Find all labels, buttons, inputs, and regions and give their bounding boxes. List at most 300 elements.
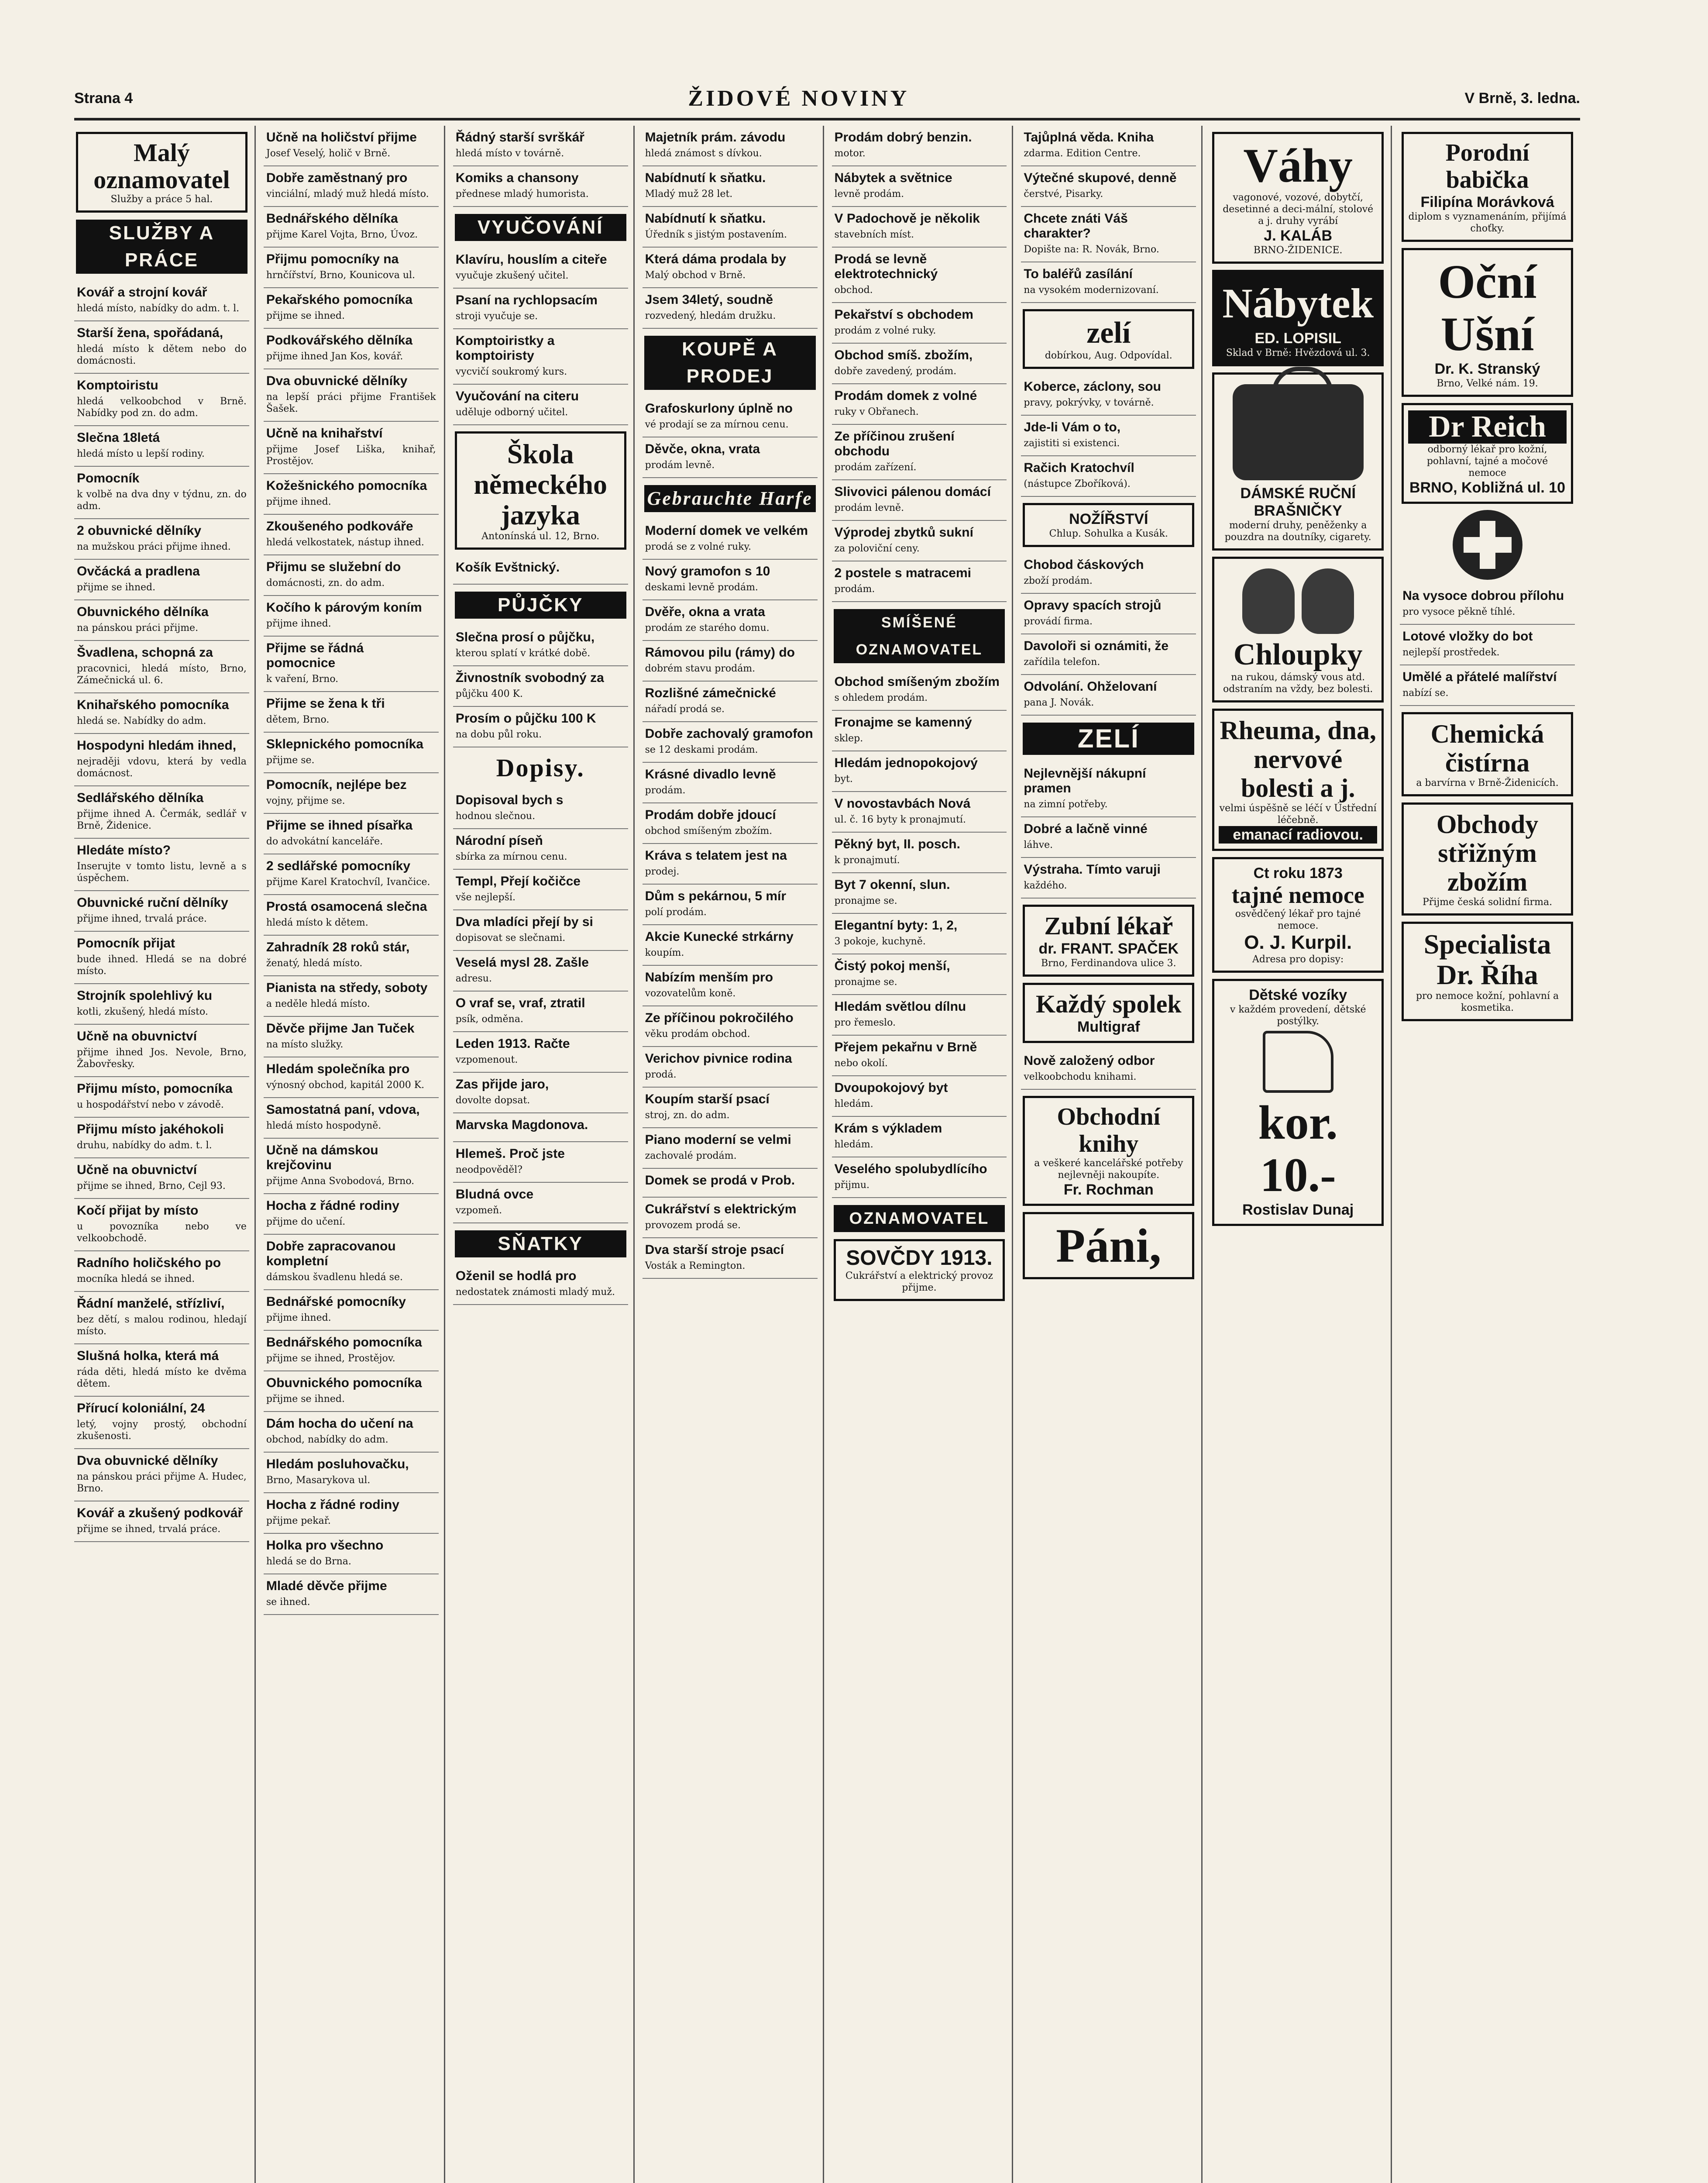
- ad-body: hrnčířství, Brno, Kounicova ul.: [266, 270, 416, 281]
- ad-body: vyučuje zkušený učitel.: [455, 270, 569, 281]
- ad-heading: Prodám domek z volné: [834, 389, 977, 403]
- ad-heading: Hledám jednopokojový: [834, 756, 978, 770]
- classified-ad: [643, 1198, 818, 1238]
- ad-body: na pánskou práci přijme A. Hudec, Brno.: [77, 1471, 247, 1494]
- classified-ad: [1021, 817, 1196, 858]
- kosik-ad: [453, 556, 628, 585]
- classified-ad: [264, 515, 439, 555]
- ad-body: obchod.: [834, 285, 873, 296]
- ad-heading: Verichov pivnice rodina: [645, 1051, 792, 1066]
- ad-body: přijme ihned.: [266, 496, 331, 507]
- classified-ad: [264, 1057, 439, 1098]
- ad-heading: Pianista na středy, soboty: [266, 981, 428, 995]
- classified-ad: [643, 1006, 818, 1047]
- col4-sale-ads-2: [643, 519, 818, 1279]
- ad-heading: Hledáte místo?: [77, 843, 171, 857]
- ad-body: na pánskou práci přijme.: [77, 623, 199, 634]
- ad-heading: Ze příčinou zrušení obchodu: [834, 429, 955, 458]
- dentist-title: Zubní lékař: [1044, 912, 1173, 940]
- ad-heading: Přejem pekařnu v Brně: [834, 1040, 977, 1054]
- ad-heading: Děvče přijme Jan Tuček: [266, 1021, 415, 1036]
- doctor-since-body: osvědčený lékař pro tajné nemoce.: [1235, 909, 1361, 931]
- classified-ad: [264, 288, 439, 329]
- ad-body: vé prodají se za mírnou cenu.: [645, 419, 789, 430]
- classified-ad: [264, 166, 439, 207]
- classified-ad: [453, 707, 628, 747]
- midwife-box: [1402, 132, 1573, 242]
- ad-body: se 12 deskami prodám.: [645, 744, 758, 755]
- classified-ad: [453, 329, 628, 385]
- ad-heading: Slečna prosí o půjčku,: [455, 630, 595, 644]
- classified-ad: [264, 1290, 439, 1331]
- ad-body: koupím.: [645, 947, 684, 958]
- pani-box: [1023, 1212, 1194, 1279]
- ad-body: u hospodářství nebo v závodě.: [77, 1099, 224, 1110]
- col5-mixed-ads: [832, 670, 1007, 1198]
- classified-ad: [643, 1169, 818, 1198]
- ad-heading: Dva mladíci přejí by si: [455, 915, 593, 929]
- classified-ad: [832, 425, 1007, 480]
- classified-ad: [643, 1047, 818, 1088]
- pani-title: Páni,: [1056, 1219, 1162, 1272]
- ad-body: obchod smíšeným zbožím.: [645, 826, 773, 837]
- classified-ad: [832, 873, 1007, 914]
- classified-ad: [643, 763, 818, 803]
- classified-ad: [264, 1098, 439, 1139]
- ad-heading: Jde-li Vám o to,: [1024, 420, 1121, 434]
- woman-portrait-icon: [1242, 568, 1295, 634]
- ad-body: stroj, zn. do adm.: [645, 1110, 730, 1121]
- classified-ad: [643, 288, 818, 329]
- zeli-body: dobírkou, Aug. Odpovídal.: [1045, 350, 1172, 361]
- ad-heading: Sklepnického pomocníka: [266, 737, 423, 751]
- ad-heading: Radního holičského po: [77, 1256, 221, 1270]
- ad-body: rozvedený, hledám družku.: [645, 310, 776, 321]
- classified-ad: [1021, 858, 1196, 899]
- ad-body: přijme se ihned, trvalá práce.: [77, 1524, 221, 1535]
- ad-body: prodej.: [645, 866, 680, 877]
- ad-heading: Tajůplná věda. Kniha: [1024, 130, 1154, 145]
- ad-body: hledá se. Nabídky do adm.: [77, 716, 206, 727]
- classified-ad: [832, 384, 1007, 425]
- ad-body: prodám.: [834, 584, 875, 595]
- ad-body: hledám.: [834, 1139, 873, 1150]
- ad-body: čerstvé, Pisarky.: [1024, 189, 1103, 200]
- col3-marriage-ads: [453, 1264, 628, 1305]
- col1-ads: [74, 281, 249, 1542]
- classified-ad: [264, 1371, 439, 1412]
- ad-body: přijme Anna Svobodová, Brno.: [266, 1176, 415, 1187]
- handbag-icon: [1233, 384, 1364, 480]
- classified-ad: [264, 422, 439, 474]
- ad-body: Úředník s jistým postavením.: [645, 229, 787, 240]
- marriage-section-title: SŇATKY: [455, 1230, 626, 1257]
- ad-heading: Dva starší stroje psací: [645, 1243, 784, 1257]
- ad-heading: Račich Kratochvíl: [1024, 461, 1134, 475]
- ad-heading: Pomocník, nejlépe bez: [266, 778, 407, 792]
- ad-heading: Kočí přijat by místo: [77, 1203, 199, 1218]
- ad-body: hledá známost s dívkou.: [645, 148, 762, 159]
- zeli-box: [1023, 309, 1194, 369]
- classified-ad: [1021, 594, 1196, 634]
- ad-heading: Zkoušeného podkováře: [266, 519, 413, 534]
- dr-reich-address: BRNO, Kobližná ul. 10: [1409, 479, 1566, 496]
- classified-ad: [643, 600, 818, 641]
- small-ads-title: Malý oznamovatel: [93, 138, 230, 194]
- ad-heading: Komiks a chansony: [455, 171, 579, 185]
- ad-heading: Přijmu místo, pomocníka: [77, 1081, 233, 1096]
- classified-ad: [832, 1076, 1007, 1117]
- page-header: [74, 79, 1580, 121]
- classified-ad: [74, 1199, 249, 1251]
- classified-ad: [264, 895, 439, 936]
- col6-low-ads: [1021, 553, 1196, 716]
- ad-body: sbírka za mírnou cenu.: [455, 851, 567, 862]
- classified-ad: [264, 474, 439, 515]
- ad-body: provádí firma.: [1024, 616, 1093, 627]
- ad-body: ul. č. 16 byty k pronajmutí.: [834, 814, 966, 825]
- ad-body: kotli, zkušený, hledá místo.: [77, 1006, 208, 1017]
- col4-sale-ads: [643, 397, 818, 478]
- ad-heading: Dobře zaměstnaný pro: [266, 171, 408, 185]
- ad-heading: Koberce, záclony, sou: [1024, 379, 1161, 394]
- classified-ad: [74, 984, 249, 1025]
- classified-ad: [453, 289, 628, 329]
- ad-heading: Hlemeš. Proč jste: [455, 1147, 565, 1161]
- furniture-address: Sklad v Brně: Hvězdová ul. 3.: [1226, 348, 1370, 358]
- classified-ad: [832, 711, 1007, 751]
- ad-heading: Strojník spolehlivý ku: [77, 988, 213, 1003]
- dentist-name: dr. FRANT. SPAČEK: [1038, 940, 1179, 957]
- columns: [74, 126, 1580, 2183]
- ad-heading: Samostatná paní, vdova,: [266, 1102, 420, 1117]
- classified-ad: [1021, 375, 1196, 416]
- cutlery-title: NOŽÍŘSTVÍ: [1069, 511, 1148, 527]
- ad-body: hledá velkoobchod v Brně. Nabídky pod zn. do adm.: [77, 396, 247, 419]
- ad-heading: Sedlářského dělníka: [77, 791, 204, 805]
- ad-heading: Slečna 18letá: [77, 430, 160, 445]
- classified-ad: [1021, 675, 1196, 716]
- classified-ad: [74, 519, 249, 560]
- ad-body: na vysokém modernizovaní.: [1024, 285, 1159, 296]
- ad-body: věku prodám obchod.: [645, 1029, 750, 1040]
- ad-body: uděluje odborný učitel.: [455, 407, 568, 418]
- col6-top-ads: [1021, 126, 1196, 303]
- classified-ad: [74, 560, 249, 600]
- classified-ad: [74, 374, 249, 426]
- fabric-shops-title: Obchody střižným zbožím: [1436, 810, 1539, 896]
- ad-heading: Prodám dobře jdoucí: [645, 808, 776, 822]
- ad-body: přednese mladý humorista.: [455, 189, 589, 200]
- dry-cleaning-title: Chemická čistírna: [1430, 720, 1544, 777]
- ad-body: přijme ihned Jan Kos, kovář.: [266, 351, 403, 362]
- ad-heading: Prodá se levně elektrotechnický: [834, 252, 938, 281]
- classified-ad: [832, 914, 1007, 954]
- ad-body: dámskou švadlenu hledá se.: [266, 1272, 403, 1283]
- ad-body: prodám levně.: [834, 503, 904, 513]
- ad-heading: Rozlišné zámečnické: [645, 686, 776, 700]
- ad-body: půjčku 400 K.: [455, 689, 523, 699]
- ad-heading: Grafoskurlony úplně no: [645, 401, 793, 416]
- ad-heading: Výprodej zbytků sukní: [834, 525, 973, 540]
- classified-ad: [74, 839, 249, 891]
- classified-ad: [643, 641, 818, 682]
- eye-ear-title: Oční Ušní: [1438, 255, 1537, 361]
- ad-heading: Odvolání. Ohželovaní: [1024, 679, 1157, 694]
- kurpil-name: O. J. Kurpil.: [1244, 932, 1352, 953]
- radium-label: emanací radiovou.: [1219, 826, 1377, 844]
- ad-heading: Hocha z řádné rodiny: [266, 1198, 399, 1213]
- ad-heading: Obchod smíšeným zbožím: [834, 675, 1000, 689]
- ad-heading: Dům s pekárnou, 5 mír: [645, 889, 787, 903]
- ad-heading: Bludná ovce: [455, 1187, 534, 1202]
- sovcdy-title: SOVČDY 1913.: [846, 1246, 993, 1270]
- classified-ad: [264, 976, 439, 1017]
- classified-ad: [643, 437, 818, 478]
- ad-heading: V Padochově je několik: [834, 211, 980, 226]
- ad-body: mocníka hledá se ihned.: [77, 1274, 195, 1284]
- ad-heading: Přírucí koloniální, 24: [77, 1401, 205, 1415]
- ad-body: prodá.: [645, 1069, 677, 1080]
- ad-heading: Pekařského pomocníka: [266, 293, 413, 307]
- ad-heading: Dám hocha do učení na: [266, 1416, 413, 1431]
- ad-body: druhu, nabídky do adm. t. l.: [77, 1140, 212, 1151]
- column-8: [1400, 126, 1580, 2183]
- classified-ad: [264, 1194, 439, 1235]
- classified-ad: [1021, 262, 1196, 303]
- ad-body: a neděle hledá místo.: [266, 999, 370, 1009]
- furniture-title: Nábytek: [1222, 280, 1374, 327]
- ad-heading: Učně na holičství přijme: [266, 130, 417, 145]
- ad-heading: Prodám dobrý benzin.: [834, 130, 972, 145]
- classified-ad: [832, 207, 1007, 248]
- dunaj-name: Rostislav Dunaj: [1242, 1202, 1354, 1218]
- classified-ad: [264, 637, 439, 692]
- ad-body: přijme Josef Liška, knihař, Prostějov.: [266, 444, 436, 467]
- classified-ad: [264, 248, 439, 288]
- doctor-since-box: [1212, 857, 1384, 973]
- classified-ad: [1400, 625, 1575, 665]
- classified-ad: [643, 844, 818, 885]
- classified-ad: [264, 207, 439, 248]
- ad-heading: Cukrářství s elektrickým: [645, 1202, 797, 1216]
- ad-body: sklep.: [834, 733, 863, 744]
- ad-body: pravy, pokrývky, v továrně.: [1024, 397, 1154, 408]
- woman-portrait-icon-2: [1302, 568, 1354, 634]
- cutlery-body: Chlup. Sohulka a Kusák.: [1049, 528, 1168, 539]
- ad-heading: Nabídnutí k sňatku.: [645, 171, 766, 185]
- ad-body: deskami levně prodám.: [645, 582, 758, 593]
- classified-ad: [264, 329, 439, 369]
- ad-body: provozem prodá se.: [645, 1220, 741, 1231]
- medical-cross-icon: [1453, 510, 1522, 580]
- ad-body: Inserujte v tomto listu, levně a s úspěchem.: [77, 861, 247, 884]
- club-title: Každý spolek: [1036, 990, 1182, 1018]
- classified-ad: [74, 1251, 249, 1292]
- classified-ad: [264, 126, 439, 166]
- ad-heading: Rámovou pilu (rámy) do: [645, 645, 795, 660]
- ad-body: stavebních míst.: [834, 229, 914, 240]
- ad-body: domácnosti, zn. do adm.: [266, 578, 385, 589]
- classified-ad: [453, 1142, 628, 1183]
- col5-top-ads: [832, 126, 1007, 602]
- ad-body: Josef Veselý, holič v Brně.: [266, 148, 391, 159]
- ad-body: výnosný obchod, kapitál 2000 K.: [266, 1080, 425, 1091]
- classified-ad: [264, 814, 439, 854]
- classified-ad: [74, 1292, 249, 1344]
- ad-body: pronajme se.: [834, 895, 897, 906]
- loans-section-title: PŮJČKY: [455, 592, 626, 619]
- ad-body: do advokátní kanceláře.: [266, 836, 383, 847]
- scales-address: BRNO-ŽIDENICE.: [1253, 245, 1343, 256]
- classified-ad: [1021, 762, 1196, 817]
- midwife-body: diplom s vyznamenáním, přijímá choťky.: [1408, 211, 1567, 234]
- ad-body: přijme ihned, trvalá práce.: [77, 913, 207, 924]
- ad-body: přijmu.: [834, 1180, 869, 1191]
- classified-ad: [643, 397, 818, 437]
- classified-ad: [264, 1534, 439, 1574]
- secret-diseases-title: tajné nemoce: [1231, 882, 1364, 908]
- ad-heading: V novostavbách Nová: [834, 796, 971, 811]
- newspaper-page: [74, 79, 1580, 2183]
- ad-body: dopisovat se slečnami.: [455, 933, 566, 943]
- ad-heading: Krám s výkladem: [834, 1121, 942, 1136]
- ad-body: ruky v Obřanech.: [834, 406, 919, 417]
- handbag-box: [1212, 372, 1384, 551]
- dr-reich-title: Dr Reich: [1408, 410, 1567, 444]
- ad-heading: 2 postele s matracemi: [834, 566, 971, 580]
- scales-body: vagonové, vozové, dobytčí, desetinné a deci-mální, stolové a j. druhy vyrábí: [1223, 192, 1374, 227]
- column-5: [832, 126, 1014, 2183]
- col3-teach-ads: [453, 248, 628, 425]
- pram-icon: [1263, 1031, 1333, 1093]
- ad-heading: Klavíru, houslím a citeře: [455, 252, 607, 267]
- ad-body: neodpověděl?: [455, 1164, 522, 1175]
- classified-ad: [832, 1157, 1007, 1198]
- books-title: Obchodní knihy: [1057, 1103, 1161, 1157]
- furniture-maker: ED. LOPISIL: [1254, 330, 1341, 347]
- classified-ad: [453, 788, 628, 829]
- ad-body: se ihned.: [266, 1597, 310, 1608]
- classified-ad: [453, 1264, 628, 1305]
- classified-ad: [643, 925, 818, 966]
- classified-ad: [832, 995, 1007, 1036]
- ad-body: přijme se ihned, Brno, Cejl 93.: [77, 1181, 226, 1191]
- classified-ad: [264, 1574, 439, 1615]
- ad-heading: Kožešnického pomocníka: [266, 479, 427, 493]
- classified-ad: [264, 1493, 439, 1534]
- classified-ad: [74, 641, 249, 693]
- col6-mid-ads: [1021, 375, 1196, 497]
- ad-heading: To baléřů zasílání: [1024, 267, 1133, 281]
- rheuma-box: [1212, 709, 1384, 851]
- ad-body: u povozníka nebo ve velkoobchodě.: [77, 1221, 247, 1244]
- classified-ad: [264, 555, 439, 596]
- ad-body: 3 pokoje, kuchyně.: [834, 936, 926, 947]
- ad-body: na dobu půl roku.: [455, 729, 542, 740]
- ad-body: přijme ihned Jos. Nevole, Brno, Žabovřesky.: [77, 1047, 247, 1070]
- classified-ad: [74, 1344, 249, 1397]
- classified-ad: [453, 166, 628, 207]
- new-shop-body: velkoobchodu knihami.: [1024, 1071, 1137, 1082]
- classified-ad: [832, 751, 1007, 792]
- ad-heading: Umělé a přátelé malířství: [1402, 670, 1557, 684]
- ad-heading: Obchod smíš. zbožím,: [834, 348, 973, 362]
- classified-ad: [1021, 553, 1196, 594]
- ad-body: vzpomeň.: [455, 1205, 502, 1216]
- classified-ad: [453, 248, 628, 289]
- ad-body: přijme ihned.: [266, 618, 331, 629]
- issue-date: V Brně, 3. ledna.: [1464, 90, 1580, 107]
- classified-ad: [1021, 416, 1196, 456]
- classified-ad: [643, 885, 818, 925]
- ad-body: přijme se ihned.: [266, 310, 345, 321]
- german-school-title: Škola německého jazyka: [474, 438, 608, 530]
- ad-body: obchod, nabídky do adm.: [266, 1434, 388, 1445]
- ad-body: prodám ze starého domu.: [645, 623, 770, 634]
- small-ads-box: [76, 132, 247, 213]
- small-ads-note: Služby a práce 5 hal.: [110, 194, 213, 205]
- ad-body: nebo okolí.: [834, 1058, 888, 1069]
- classified-ad: [1021, 166, 1196, 207]
- classified-ad: [643, 126, 818, 166]
- dr-riha-body: pro nemoce kožní, pohlavní a kosmetika.: [1416, 991, 1559, 1013]
- classified-ad: [264, 733, 439, 773]
- classified-ad: [453, 626, 628, 666]
- eye-ear-doctor: Dr. K. Stranský: [1434, 361, 1540, 377]
- harp-ad-title: Gebrauchte Harfe: [644, 485, 816, 512]
- sovcdy-body: Cukrářství a elektrický provoz přijme.: [845, 1271, 993, 1293]
- classified-ad: [1400, 584, 1575, 625]
- ad-heading: Dobré a lačně vinné: [1024, 822, 1148, 836]
- dr-reich-body: odborný lékař pro kožní, pohlavní, tajné a močové nemoce: [1426, 444, 1548, 479]
- classified-ad: [453, 1113, 628, 1142]
- ad-heading: Hocha z řádné rodiny: [266, 1498, 399, 1512]
- ad-heading: Bednářského dělníka: [266, 211, 398, 226]
- midwife-name: Filipína Morávková: [1420, 194, 1554, 210]
- dry-cleaning-box: [1402, 712, 1573, 796]
- ad-body: pronajme se.: [834, 977, 897, 988]
- ad-heading: Přijme se žena k tři: [266, 696, 385, 711]
- classified-ad: [453, 666, 628, 707]
- ad-heading: Lotové vložky do bot: [1402, 629, 1533, 644]
- ad-heading: Majetník prám. závodu: [645, 130, 786, 145]
- ad-body: prodám zařízení.: [834, 462, 917, 473]
- ad-heading: Přijmu se služební do: [266, 560, 401, 574]
- hair-removal-box: [1212, 557, 1384, 702]
- ad-body: vinciální, mladý muž hledá místo.: [266, 189, 429, 200]
- ad-heading: Pekařství s obchodem: [834, 307, 973, 322]
- ad-heading: Přijmu pomocníky na: [266, 252, 399, 266]
- scales-maker: J. KALÁB: [1264, 227, 1333, 244]
- ad-body: nabízí se.: [1402, 688, 1449, 699]
- ad-heading: Učně na knihařství: [266, 426, 383, 441]
- ad-body: motor.: [834, 148, 866, 159]
- ad-heading: Hledám světlou dílnu: [834, 999, 966, 1014]
- ad-body: dobře zavedený, prodám.: [834, 366, 957, 377]
- ad-body: ženatý, hledá místo.: [266, 958, 363, 969]
- ad-body: nedostatek známosti mladý muž.: [455, 1287, 615, 1298]
- ad-heading: Domek se prodá v Prob.: [645, 1173, 795, 1188]
- classified-ad: [264, 1331, 439, 1371]
- ad-heading: Dopisoval bych s: [455, 793, 564, 807]
- ad-body: kterou splatí v krátké době.: [455, 648, 591, 659]
- ad-body: na lepší práci přijme František Šašek.: [266, 392, 436, 414]
- ad-heading: Leden 1913. Račte: [455, 1036, 570, 1051]
- classified-ad: [643, 1128, 818, 1169]
- ad-body: dětem, Brno.: [266, 714, 330, 725]
- ad-heading: Podkovářského dělníka: [266, 333, 413, 348]
